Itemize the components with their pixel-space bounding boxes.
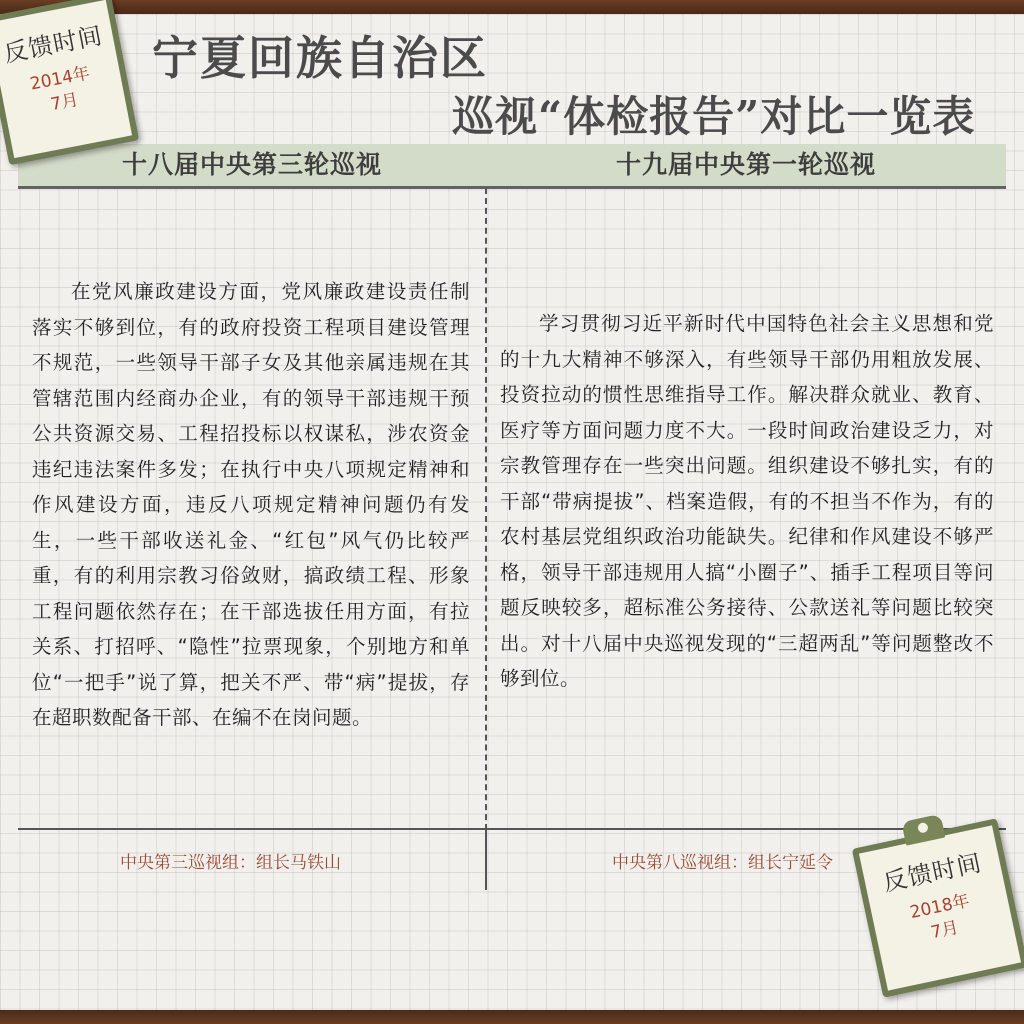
- tag-year: 2018年: [908, 890, 972, 924]
- tag-title: 反馈时间: [880, 848, 985, 897]
- inspection-findings-left: 在党风廉政建设方面，党风廉政建设责任制落实不够到位，有的政府投资工程项目建设管理不规范，一些领导干部子女及其他亲属违规在其管辖范围内经商办企业，有的领导干部违规干预公共资源交易、工程招投标以权谋私，涉农资金违纪违法案件多发；在执行中央八项规定精神和作风建设方面，违反八项规定精神问题仍有发生，一些干部收送礼金、“红包”风气仍比较严重，有的利用宗教习俗敛财，搞政绩工程、形象工程问题依然存在；在干部选拔任用方面，有拉关系、打招呼、“隐性”拉票现象，个别地方和单位“一把手”说了算，把关不严、带“病”提拔，存在超职数配备干部、在编不在岗问题。: [32, 280, 470, 729]
- column-heading-left: 十八届中央第三轮巡视: [121, 150, 382, 179]
- footer-divider: [485, 830, 487, 890]
- wood-frame-top: [0, 0, 1024, 14]
- page-subtitle: 巡视“体检报告”对比一览表: [452, 92, 976, 141]
- footer-rule: [18, 828, 1006, 830]
- tag-month: 7月: [929, 917, 961, 944]
- page-title: 宁夏回族自治区: [152, 31, 488, 85]
- tag-year: 2014年: [28, 63, 92, 95]
- inspection-team-right: 中央第八巡视组：组长宁延令: [612, 853, 833, 873]
- inspection-findings-right: 学习贯彻习近平新时代中国特色社会主义思想和党的十九大精神不够深入，有些领导干部仍用粗放发展、投资拉动的惯性思维指导工作。解决群众就业、教育、医疗等方面问题力度不大。一段时间政治建设乏力，对宗教管理存在一些突出问题。组织建设不够扎实，有的干部“带病提拔”、档案造假，有的不担当不作为，有的农村基层党组织政治功能缺失。纪律和作风建设不够严格，领导干部违规用人搞“小圈子”、插手工程项目等问题反映较多，超标准公务接待、公款送礼等问题比较突出。对十八届中央巡视发现的“三超两乱”等问题整改不够到位。: [500, 312, 994, 690]
- tag-month: 7月: [49, 90, 81, 116]
- wood-frame-bottom: [0, 1010, 1024, 1024]
- tag-title: 反馈时间: [1, 21, 106, 68]
- column-heading-right: 十九届中央第一轮巡视: [615, 150, 876, 179]
- inspection-team-left: 中央第三巡视组：组长马铁山: [120, 853, 341, 873]
- feedback-date-tag-2018: [852, 818, 1024, 997]
- column-divider: [485, 188, 487, 830]
